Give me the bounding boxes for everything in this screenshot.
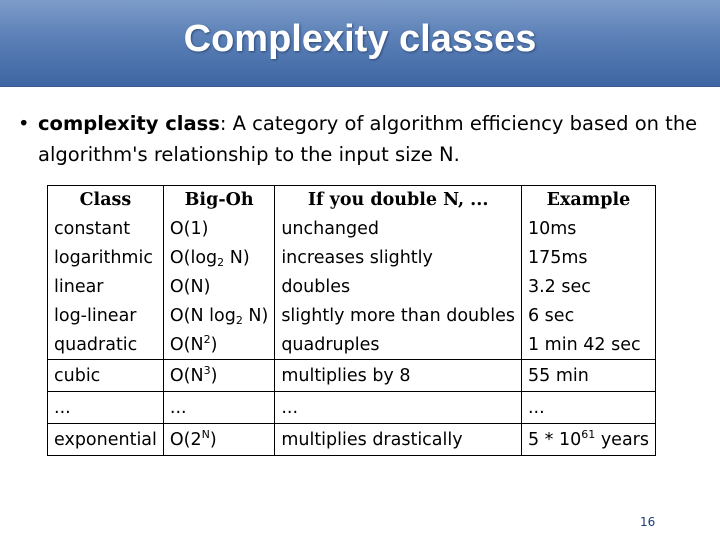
cell-double: quadruples xyxy=(275,330,522,360)
cell-class: exponential xyxy=(48,424,164,456)
table-row xyxy=(48,424,656,456)
cell-double: slightly more than doubles xyxy=(275,301,522,330)
definition-text xyxy=(38,108,712,170)
cell-example: 175ms xyxy=(521,243,655,272)
table-row xyxy=(48,301,656,330)
header-example: Example xyxy=(521,186,655,215)
header-big-oh: Big-Oh xyxy=(163,186,274,215)
cell-double: multiplies by 8 xyxy=(275,360,522,392)
definition-body: : A category of algorithm efficiency based on the algorithm's relationship to the input size N. xyxy=(38,112,698,166)
cell-big-oh: O(1) xyxy=(163,214,274,243)
cell-big-oh: $O(\log_2$ N) xyxy=(163,243,274,272)
table-row xyxy=(48,392,656,424)
cell-big-oh: $O(N^2)$ xyxy=(163,330,274,360)
cell-class: linear xyxy=(48,272,164,301)
cell-big-oh: O(N) xyxy=(163,272,274,301)
cell-class: quadratic xyxy=(48,330,164,360)
bullet-dot-icon: • xyxy=(18,112,30,135)
page-number: 16 xyxy=(640,515,656,529)
table-row xyxy=(48,243,656,272)
header-double-n: If you double N, ... xyxy=(275,186,522,215)
table-row xyxy=(48,330,656,360)
header-class: Class xyxy=(48,186,164,215)
table-row xyxy=(48,360,656,392)
cell-example: 6 sec xyxy=(521,301,655,330)
cell-double: doubles xyxy=(275,272,522,301)
cell-example: 1 min 42 sec xyxy=(521,330,655,360)
definition-term: complexity class xyxy=(38,112,220,135)
cell-class: ... xyxy=(48,392,164,424)
cell-big-oh: O(N $\log_2 N$) xyxy=(163,301,274,330)
cell-example: 10ms xyxy=(521,214,655,243)
cell-class: logarithmic xyxy=(48,243,164,272)
cell-example: 3.2 sec xyxy=(521,272,655,301)
cell-double: unchanged xyxy=(275,214,522,243)
cell-example: ... xyxy=(521,392,655,424)
cell-double: ... xyxy=(275,392,522,424)
cell-class: log-linear xyxy=(48,301,164,330)
cell-class: constant xyxy=(48,214,164,243)
cell-class: cubic xyxy=(48,360,164,392)
table-header-row xyxy=(48,186,656,215)
cell-big-oh: ... xyxy=(163,392,274,424)
complexity-table xyxy=(47,185,656,456)
cell-example: $5 * 10^{61}$ years xyxy=(521,424,655,456)
cell-double: increases slightly xyxy=(275,243,522,272)
cell-big-oh: $O(N^3)$ xyxy=(163,360,274,392)
slide-title: Complexity classes xyxy=(183,18,537,60)
cell-double: multiplies drastically xyxy=(275,424,522,456)
table-row xyxy=(48,272,656,301)
table-row xyxy=(48,214,656,243)
cell-example: 55 min xyxy=(521,360,655,392)
definition-bullet xyxy=(18,108,712,170)
cell-big-oh: $O(2^N)$ xyxy=(163,424,274,456)
title-bar xyxy=(0,0,720,87)
